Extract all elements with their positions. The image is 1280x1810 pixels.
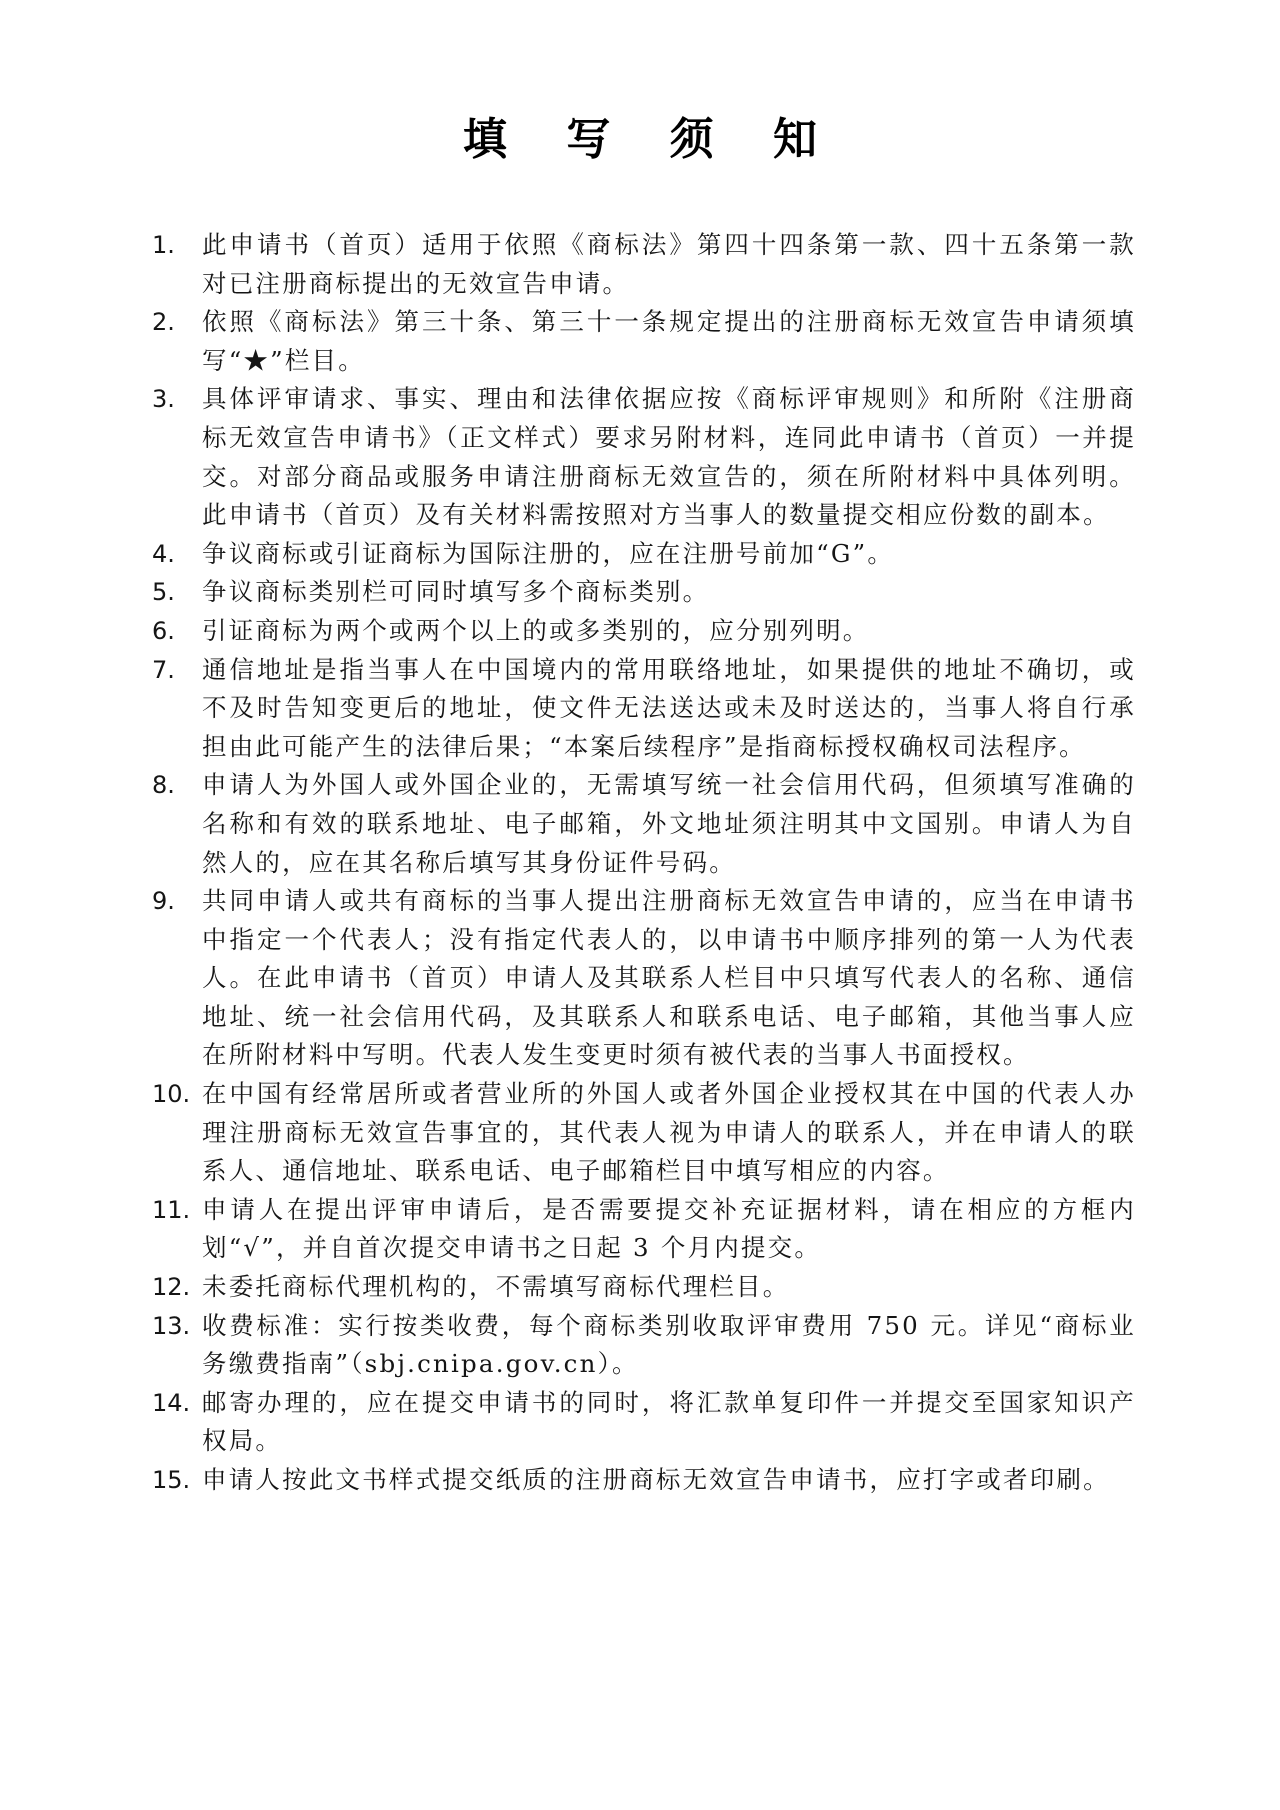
item-text: 未委托商标代理机构的，不需填写商标代理栏目。 <box>202 1272 790 1302</box>
list-item <box>152 535 1136 574</box>
list-item <box>152 1191 1136 1268</box>
item-text: 共同申请人或共有商标的当事人提出注册商标无效宣告申请的，应当在申请书中指定一个代表人；没有指定代表人的，以申请书中顺序排列的第一人为代表人。在此申请书（首页）申请人及其联系人栏目中只填写代表人的名称、通信地址、统一社会信用代码，及其联系人和联系电话、电子邮箱，其他当事人应在所附材料中写明。代表人发生变更时须有被代表的当事人书面授权。 <box>202 886 1136 1070</box>
list-item <box>152 226 1136 303</box>
item-number: 11. <box>152 1195 191 1224</box>
list-item <box>152 651 1136 767</box>
list-item <box>152 573 1136 612</box>
item-number: 15. <box>152 1466 191 1494</box>
item-number: 1. <box>152 231 175 259</box>
item-number: 5. <box>152 578 175 607</box>
item-number: 9. <box>152 887 175 916</box>
instructions-list <box>152 226 1136 1500</box>
item-number: 12. <box>152 1273 191 1302</box>
list-item <box>152 380 1136 534</box>
list-item <box>152 612 1136 651</box>
list-item <box>152 882 1136 1075</box>
item-text: 邮寄办理的，应在提交申请书的同时，将汇款单复印件一并提交至国家知识产权局。 <box>202 1387 1136 1456</box>
item-number: 6. <box>152 616 175 645</box>
item-number: 10. <box>152 1080 191 1109</box>
item-text: 争议商标类别栏可同时填写多个商标类别。 <box>202 577 710 607</box>
item-text: 收费标准：实行按类收费，每个商标类别收取评审费用 750 元。详见“商标业务缴费指南”（sbj.cnipa.gov.cn）。 <box>202 1310 1136 1379</box>
page-title: 填 写 须 知 <box>463 114 839 165</box>
list-item <box>152 303 1136 380</box>
list-item <box>152 766 1136 882</box>
list-item <box>152 1461 1136 1500</box>
item-text: 引证商标为两个或两个以上的或多类别的，应分别列明。 <box>202 615 870 645</box>
item-text: 在中国有经常居所或者营业所的外国人或者外国企业授权其在中国的代表人办理注册商标无效宣告事宜的，其代表人视为申请人的联系人，并在申请人的联系人、通信地址、联系电话、电子邮箱栏目中填写相应的内容。 <box>202 1079 1136 1186</box>
item-number: 8. <box>152 771 175 800</box>
item-number: 2. <box>152 308 175 337</box>
item-text: 具体评审请求、事实、理由和法律依据应按《商标评审规则》和所附《注册商标无效宣告申请书》（正文样式）要求另附材料，连同此申请书（首页）一并提交。对部分商品或服务申请注册商标无效宣告的，须在所附材料中具体列明。此申请书（首页）及有关材料需按照对方当事人的数量提交相应份数的副本。 <box>202 384 1136 530</box>
item-text: 申请人在提出评审申请后，是否需要提交补充证据材料，请在相应的方框内划“√”，并自首次提交申请书之日起 3 个月内提交。 <box>202 1194 1136 1263</box>
item-number: 14. <box>152 1388 191 1417</box>
list-item <box>152 1268 1136 1307</box>
list-item <box>152 1075 1136 1191</box>
item-text: 通信地址是指当事人在中国境内的常用联络地址，如果提供的地址不确切，或不及时告知变更后的地址，使文件无法送达或未及时送达的，当事人将自行承担由此可能产生的法律后果；“本案后续程序”是指商标授权确权司法程序。 <box>202 654 1136 761</box>
item-text: 依照《商标法》第三十条、第三十一条规定提出的注册商标无效宣告申请须填写“★”栏目。 <box>202 307 1136 375</box>
item-text: 申请人为外国人或外国企业的，无需填写统一社会信用代码，但须填写准确的名称和有效的联系地址、电子邮箱，外文地址须注明其中文国别。申请人为自然人的，应在其名称后填写其身份证件号码。 <box>202 770 1136 877</box>
item-text: 申请人按此文书样式提交纸质的注册商标无效宣告申请书，应打字或者印刷。 <box>202 1465 1110 1494</box>
item-number: 7. <box>152 655 175 684</box>
list-item <box>152 1307 1136 1384</box>
list-item <box>152 1384 1136 1461</box>
item-number: 3. <box>152 385 175 414</box>
item-text: 争议商标或引证商标为国际注册的，应在注册号前加“G”。 <box>202 538 895 568</box>
item-number: 4. <box>152 539 175 568</box>
item-number: 13. <box>152 1311 191 1340</box>
item-text: 此申请书（首页）适用于依照《商标法》第四十四条第一款、四十五条第一款对已注册商标提出的无效宣告申请。 <box>202 230 1136 298</box>
